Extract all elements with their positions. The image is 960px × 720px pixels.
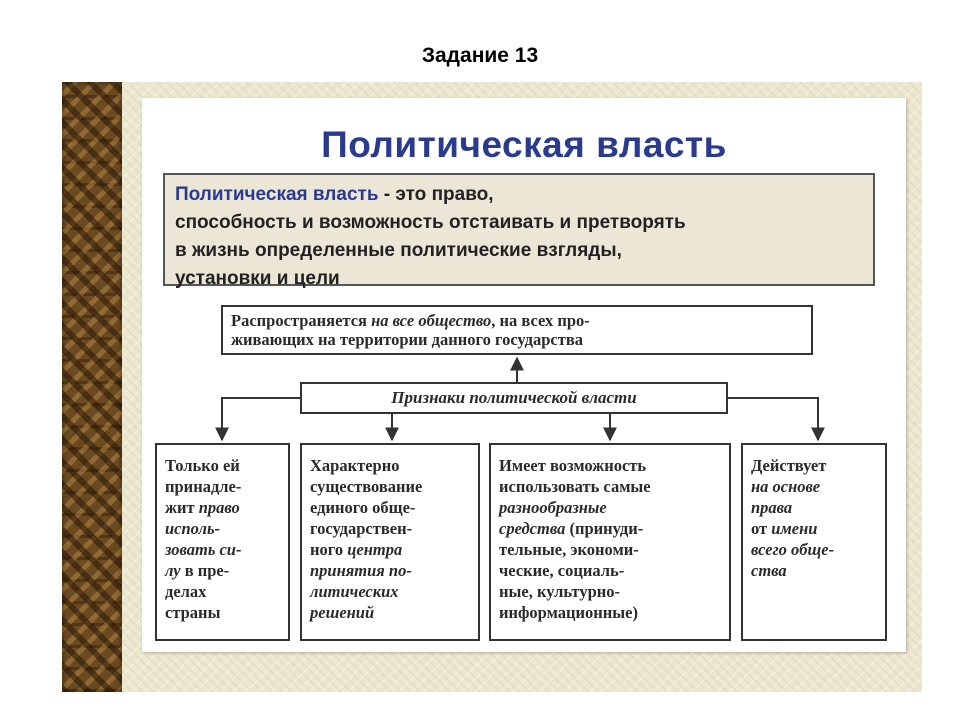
slide-heading: Политическая власть <box>321 124 727 165</box>
box1-line-7: делах <box>165 582 207 601</box>
box3-line-4a: средства <box>499 519 566 538</box>
box1-line-4: исполь- <box>165 519 221 538</box>
feature-box-1 <box>155 443 290 641</box>
box3-line-1: Имеет возможность <box>499 456 647 475</box>
box2-line-5b: центра <box>347 540 403 559</box>
box2-line-4: государствен- <box>310 519 413 538</box>
top-box-text-c: , на всех про- <box>491 311 590 330</box>
feature-box-2 <box>300 443 480 641</box>
box1-line-1: Только ей <box>165 456 240 475</box>
feature-box-4 <box>741 443 887 641</box>
center-title-box: Признаки политической власти <box>300 382 728 414</box>
top-feature-box <box>221 305 813 355</box>
box2-line-3: единого обще- <box>310 498 416 517</box>
box3-line-8: информационные) <box>499 603 638 622</box>
box1-line-3a: жит <box>165 498 199 517</box>
box4-line-1: Действует <box>751 456 827 475</box>
right-branch-line <box>728 398 818 440</box>
box2-line-1: Характерно <box>310 456 400 475</box>
box2-line-7: литических <box>310 582 399 601</box>
box3-line-6: ческие, социаль- <box>499 561 625 580</box>
box3-line-7: ные, культурно- <box>499 582 620 601</box>
top-box-line-1 <box>231 311 803 330</box>
box2-line-5 <box>310 539 470 560</box>
box1-line-6a: лу <box>165 561 181 580</box>
box1-line-8: страны <box>165 603 221 622</box>
left-branch-line <box>222 398 300 440</box>
box3-line-5: тельные, экономи- <box>499 540 639 559</box>
definition-line-4: установки и цели <box>175 268 340 289</box>
box4-line-5: всего обще- <box>751 540 835 559</box>
box3-line-4b: (принуди- <box>565 519 644 538</box>
box3-line-2: использовать самые <box>499 477 651 496</box>
box1-line-6 <box>165 560 280 581</box>
definition-term: Политическая власть <box>175 184 379 205</box>
definition-line-1-rest: - это право, <box>378 184 494 205</box>
box4-line-4 <box>751 518 877 539</box>
top-box-text-a: Распространяется <box>231 311 372 330</box>
box3-line-4 <box>499 518 721 539</box>
box1-line-5: зовать си- <box>165 540 242 559</box>
box2-line-6: принятия по- <box>310 561 412 580</box>
box2-line-2: существование <box>310 477 423 496</box>
top-box-text-b: на все общество <box>371 311 492 330</box>
box4-line-4a: от <box>751 519 772 538</box>
task-title: Задание 13 <box>421 44 539 67</box>
box1-line-3b: право <box>198 498 240 517</box>
box3-line-3: разнообразные <box>499 498 607 517</box>
box2-line-8: решений <box>310 603 375 622</box>
box1-line-3 <box>165 497 280 518</box>
box1-line-6b: в пре- <box>180 561 230 580</box>
definition-line-3: в жизнь определенные политические взгляды, <box>175 240 622 261</box>
feature-box-3 <box>489 443 731 641</box>
box4-line-4b: имени <box>771 519 818 538</box>
box2-line-5a: ного <box>310 540 348 559</box>
definition-line-2: способность и возможность отстаивать и претворять <box>175 212 686 233</box>
box4-line-6: ства <box>751 561 787 580</box>
box4-line-3: права <box>751 498 793 517</box>
box1-line-2: принадле- <box>165 477 242 496</box>
top-box-line-2: живающих на территории данного государства <box>231 330 584 349</box>
box4-line-2: на основе <box>751 477 821 496</box>
